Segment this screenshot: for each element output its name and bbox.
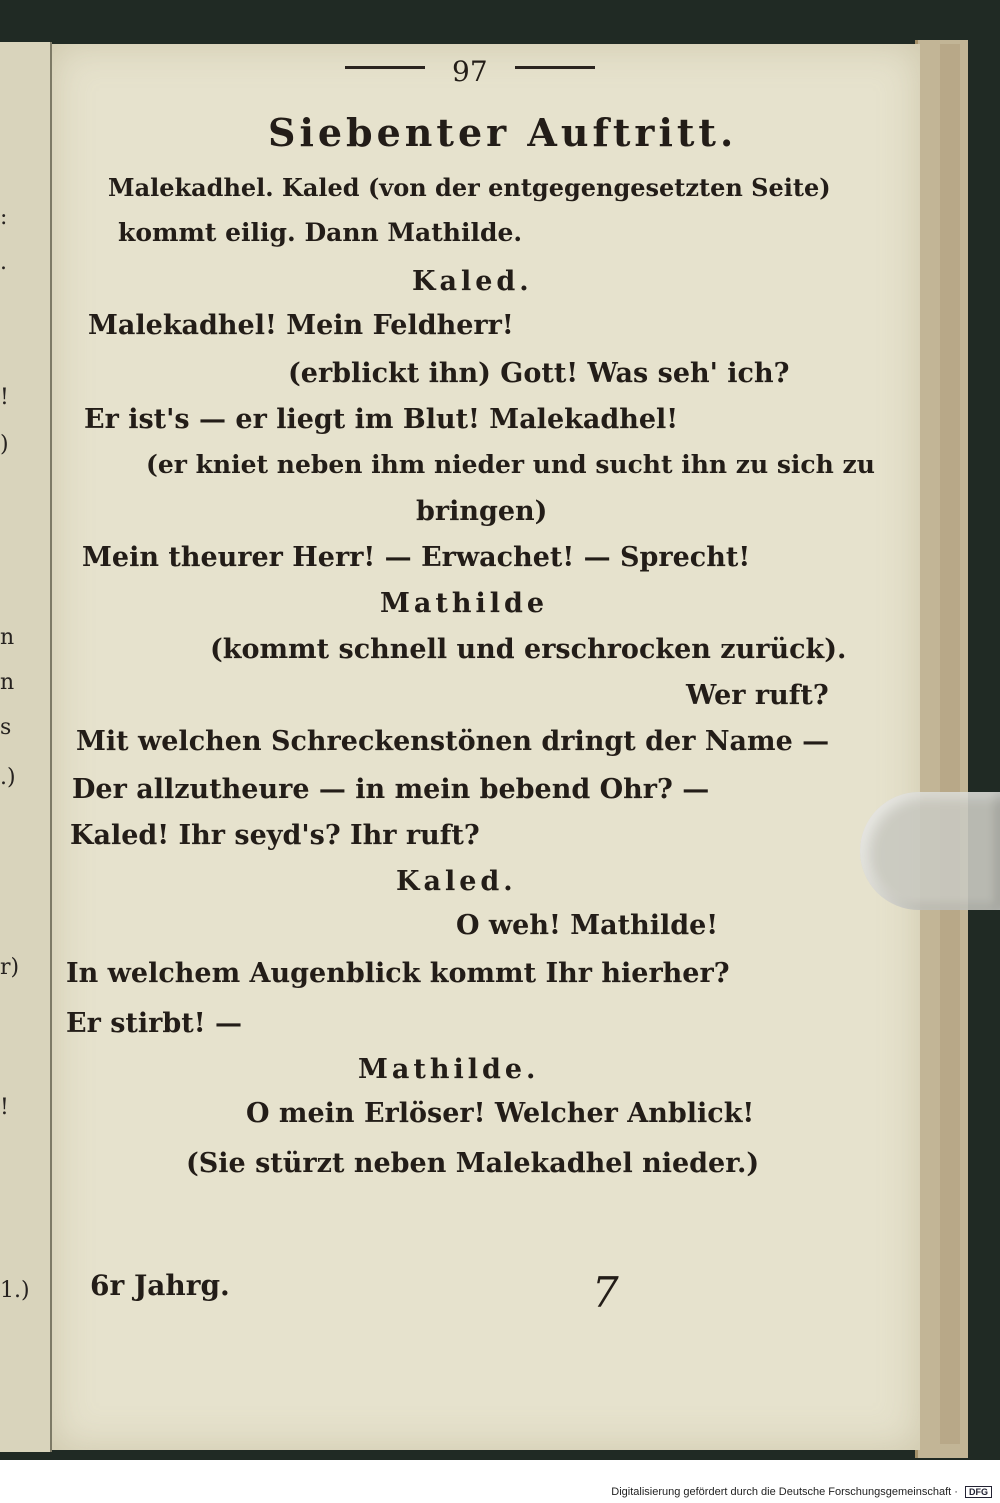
- signature-mark: 6r Jahrg.: [90, 1269, 230, 1302]
- credit-text: Digitalisierung gefördert durch die Deutsche Forschungsgemeinschaft ·: [611, 1486, 958, 1498]
- prev-page-fragment: .: [0, 250, 7, 275]
- verse-line: In welchem Augenblick kommt Ihr hierher?: [66, 958, 730, 989]
- stage-direction: kommt eilig. Dann Mathilde.: [118, 218, 523, 247]
- verse-line: Malekadhel! Mein Feldherr!: [88, 310, 514, 341]
- verse-line: Wer ruft?: [686, 680, 829, 711]
- verse-line: O weh! Mathilde!: [456, 910, 719, 941]
- page-stack-inner: [940, 44, 960, 1444]
- stage-direction: (Sie stürzt neben Malekadhel nieder.): [186, 1148, 760, 1179]
- page-rule-right: [515, 66, 595, 69]
- verse-line: Er ist's — er liegt im Blut! Malekadhel!: [84, 404, 679, 435]
- prev-page-fragment: !: [0, 1095, 9, 1120]
- previous-page-edge: [0, 42, 52, 1452]
- page-clip: [860, 792, 1000, 910]
- speaker-name: Mathilde: [380, 588, 549, 619]
- prev-page-fragment: :: [0, 205, 8, 230]
- prev-page-fragment: n: [0, 670, 15, 695]
- speaker-name: Kaled.: [396, 866, 517, 897]
- prev-page-fragment: s: [0, 715, 12, 740]
- prev-page-fragment: !: [0, 385, 9, 410]
- speaker-name: Mathilde.: [358, 1054, 540, 1085]
- verse-line: O mein Erlöser! Welcher Anblick!: [246, 1098, 755, 1129]
- dfg-logo: DFG: [965, 1486, 992, 1498]
- verse-line: Mein theurer Herr! — Erwachet! — Sprecht!: [82, 542, 751, 573]
- stage-direction: Malekadhel. Kaled (von der entgegengesetzten Seite): [108, 173, 831, 202]
- prev-page-fragment: 1.): [0, 1278, 30, 1303]
- verse-line: Der allzutheure — in mein bebend Ohr? —: [72, 774, 710, 805]
- prev-page-fragment: r): [0, 955, 20, 980]
- sheet-number: 7: [592, 1268, 619, 1317]
- prev-page-fragment: ): [0, 432, 9, 457]
- prev-page-fragment: .): [0, 765, 16, 790]
- page-number: 97: [452, 55, 488, 88]
- stage-direction: bringen): [416, 496, 548, 527]
- verse-line: Mit welchen Schreckenstönen dringt der Name —: [76, 726, 830, 757]
- stage-direction: (kommt schnell und erschrocken zurück).: [210, 634, 847, 665]
- verse-line: Kaled! Ihr seyd's? Ihr ruft?: [70, 820, 480, 851]
- speaker-name: Kaled.: [412, 266, 533, 297]
- verse-line: Er stirbt! —: [66, 1008, 242, 1039]
- stage-direction: (erblickt ihn) Gott! Was seh' ich?: [288, 358, 790, 389]
- scene-heading: Siebenter Auftritt.: [268, 110, 738, 155]
- digitization-credit: [611, 1486, 992, 1498]
- prev-page-fragment: n: [0, 625, 15, 650]
- stage-direction: (er kniet neben ihm nieder und sucht ihn zu sich zu: [146, 450, 875, 479]
- page-rule-left: [345, 66, 425, 69]
